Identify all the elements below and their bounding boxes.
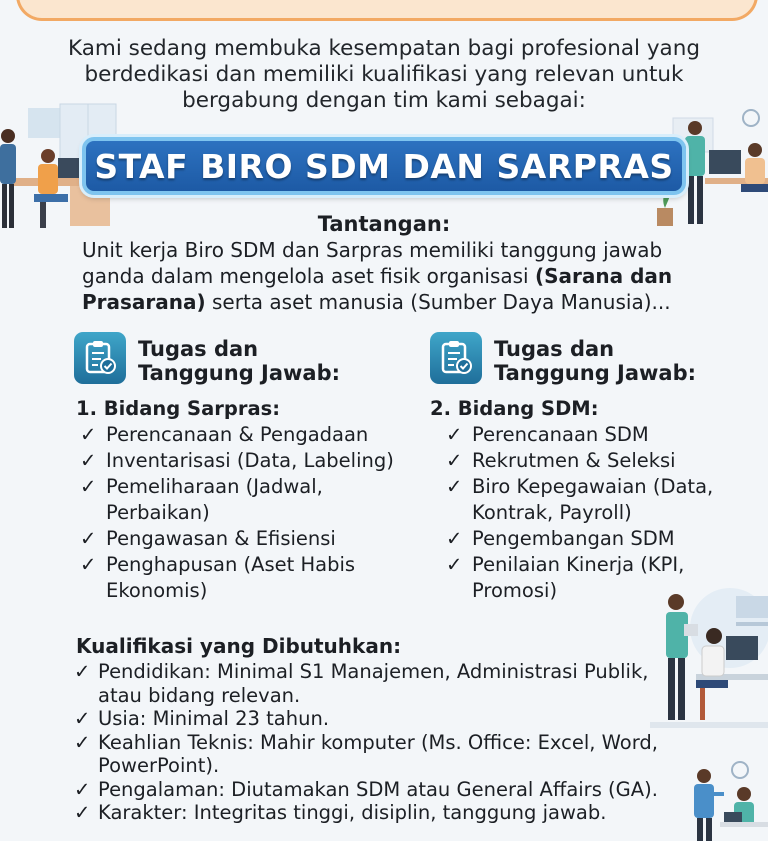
list-item-text: Pendidikan: Minimal S1 Manajemen, Administrasi Publik, (98, 660, 649, 683)
list-item-text: Karakter: Integritas tinggi, disiplin, tanggung jawab. (98, 801, 607, 824)
qualifications-list (74, 660, 658, 825)
position-title: STAF BIRO SDM DAN SARPRAS (94, 146, 674, 186)
list-item (74, 707, 658, 731)
list-item-text: Perencanaan SDM (472, 423, 649, 446)
check-icon: ✓ (74, 801, 91, 824)
left-column-list (76, 396, 394, 604)
challenge-line (82, 263, 702, 289)
list-item-text: Perencanaan & Pengadaan (106, 423, 369, 446)
check-icon: ✓ (446, 553, 463, 576)
check-icon: ✓ (74, 777, 91, 801)
check-icon: ✓ (80, 449, 97, 472)
meeting-illustration (680, 760, 768, 841)
heading-line: Tanggung Jawab: (494, 361, 697, 385)
right-column-list (430, 396, 713, 604)
list-item-text: Pengawasan & Efisiensi (106, 527, 336, 550)
office-team-illustration (640, 588, 768, 730)
list-item-text: atau bidang relevan. (98, 683, 301, 707)
list-item-text: Promosi) (472, 579, 558, 602)
list-item (74, 731, 658, 778)
list-item (80, 552, 394, 604)
challenge-text (82, 237, 702, 315)
heading-line: Tugas dan (494, 337, 615, 361)
heading-line: Tanggung Jawab: (138, 361, 341, 385)
qualifications-heading: Kualifikasi yang Dibutuhkan: (76, 634, 402, 658)
check-icon: ✓ (74, 707, 91, 730)
check-icon: ✓ (446, 423, 463, 446)
check-icon: ✓ (80, 553, 97, 576)
list-item-text: Penilaian Kinerja (KPI, (472, 553, 685, 576)
list-item (446, 526, 713, 552)
intro-text (40, 36, 728, 114)
list-item (446, 422, 713, 448)
intro-line: berdedikasi dan memiliki kualifikasi yang relevan untuk (84, 62, 684, 87)
left-column-heading (138, 337, 340, 385)
list-item-text: Kontrak, Payroll) (472, 501, 632, 524)
list-item-text: Usia: Minimal 23 tahun. (98, 707, 330, 730)
challenge-line: Unit kerja Biro SDM dan Sarpras memiliki tanggung jawab (82, 238, 663, 262)
check-icon: ✓ (74, 660, 91, 683)
check-icon: ✓ (446, 449, 463, 472)
position-title-banner (82, 137, 686, 195)
list-item-text: Penghapusan (Aset Habis (106, 553, 356, 576)
list-item (74, 778, 658, 802)
intro-line: Kami sedang membuka kesempatan bagi profesional yang (67, 36, 700, 61)
clipboard-checklist-icon (74, 332, 126, 384)
list-item-text: Rekrutmen & Seleksi (472, 449, 676, 472)
check-icon: ✓ (80, 527, 97, 550)
check-icon: ✓ (446, 527, 463, 550)
challenge-text-span: ganda dalam mengelola aset fisik organisasi (82, 264, 535, 288)
challenge-heading: Tantangan: (317, 212, 451, 236)
top-banner (16, 0, 758, 21)
list-item-text: Biro Kepegawaian (Data, (472, 475, 714, 498)
list-item-text: Perbaikan) (106, 501, 210, 524)
list-item-text: Pemeliharaan (Jadwal, (106, 475, 323, 498)
intro-line: bergabung dengan tim kami sebagai: (182, 88, 586, 113)
section-title: 2. Bidang SDM: (430, 397, 599, 420)
list-item-text: Ekonomis) (106, 579, 208, 602)
challenge-line (82, 289, 702, 315)
list-item-text: Inventarisasi (Data, Labeling) (106, 449, 394, 472)
list-item (74, 801, 658, 825)
challenge-bold-span: Prasarana) (82, 290, 206, 314)
check-icon: ✓ (446, 475, 463, 498)
list-item-text: PowerPoint). (98, 754, 220, 777)
list-item-text: Pengembangan SDM (472, 527, 675, 550)
challenge-text-span: serta aset manusia (Sumber Daya Manusia)... (205, 290, 671, 314)
list-item (80, 474, 394, 526)
list-item (80, 448, 394, 474)
heading-line: Tugas dan (138, 337, 259, 361)
list-item-text: Pengalaman: Diutamakan SDM atau General Affairs (GA). (98, 777, 658, 801)
check-icon: ✓ (80, 475, 97, 498)
challenge-bold-span: (Sarana dan (534, 264, 673, 288)
list-item (80, 422, 394, 448)
section-title: 1. Bidang Sarpras: (76, 397, 281, 420)
right-column-heading (494, 337, 696, 385)
clipboard-checklist-icon (430, 332, 482, 384)
list-item (80, 526, 394, 552)
list-item (446, 448, 713, 474)
check-icon: ✓ (74, 730, 91, 754)
list-item-text: Keahlian Teknis: Mahir komputer (Ms. Office: Excel, Word, (98, 730, 658, 754)
list-item (446, 474, 713, 526)
check-icon: ✓ (80, 423, 97, 446)
list-item (74, 660, 658, 707)
